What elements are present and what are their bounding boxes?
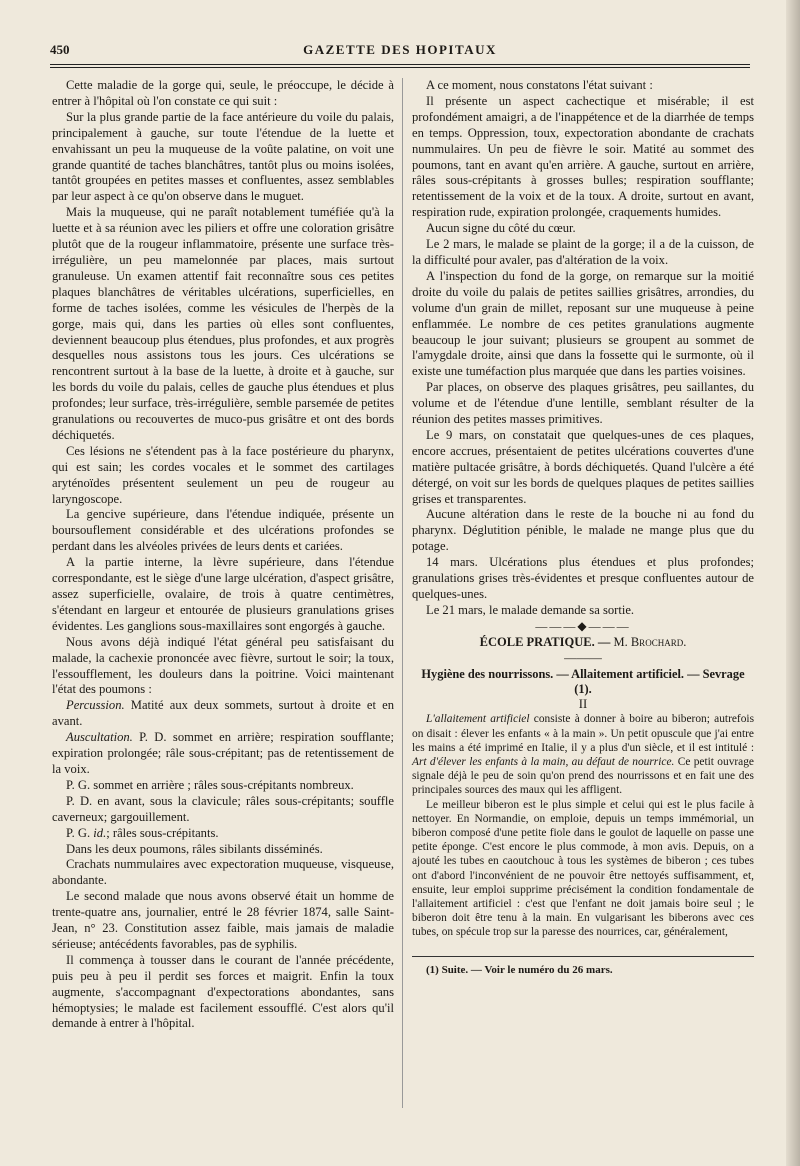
paragraph: A la partie interne, la lèvre supérieure, dans l'étendue correspondante, est le siège d'une large ulcération, d'aspect grisâtre, assez superficielle, ovalaire, de trois à quatre centimètres, s'étendant en largeur et entourée de plusieurs granulations grises évidentes. Les ganglions sous-maxillaires sont engorgés à gauche. [52,555,394,633]
paragraph: 14 mars. Ulcérations plus étendues et plus profondes; granulations grises très-évidentes et presque confluentes autour de quelques-unes. [412,555,754,601]
paragraph: Mais la muqueuse, qui ne paraît notablement tuméfiée qu'à la luette et à sa réunion avec les piliers et offre une coloration grisâtre plutôt que de la rougeur inflammatoire, présente une surface très-irrégulière, un peu mamelonnée par places, mais surtout granuleuse. Un examen attentif fait reconnaître sous ces petites plaques blanchâtres de véritables ulcérations, superficielles, en forme de taches isolées, comme les vésicules de l'herpès de la gorge, mais qui, dans les parties où elles sont confluentes, deviennent beaucoup plus étendues, plus profondes, et aux progrès desquelles nous assistons tous les jours. Ces ulcérations se rencontrent surtout à la base de la luette, à droite et à gauche, sur les bords du voile du palais, celles de gauche plus étendues et plus profondes; leur surface, très-irrégulière, semble parsemée de petites granulations ou recouvertes de muco-pus grisâtre et ont des bords déchiquetés. [52,205,394,442]
paragraph: A ce moment, nous constatons l'état suivant : [426,78,653,92]
paragraph: Par places, on observe des plaques grisâtres, peu saillantes, du volume et de l'étendue d'une lentille, semblant résulter de la réunion des petites masses primitives. [412,380,754,427]
right-column [412,78,754,977]
article-text: consiste à donner à boire au biberon; autrefois on disait : élever les enfants « à la main ». Un petit opuscule que j'ai entre les mains a été imprimé en Italie, il y a plus d'un siècle, et il est intitulé : [412,713,755,754]
lead-italic: L'allaitement artificiel [426,713,530,726]
article-separator: ———◆——— [535,618,631,633]
paragraph: Dans les deux poumons, râles sibilants disséminés. [66,841,323,856]
section-dash: — [594,634,614,649]
paragraph: Aucune altération dans le reste de la bouche ni au fond du pharynx. Déglutition pénible, le malade ne mange plus que du potage. [412,507,754,554]
footnote: (1) Suite. — Voir le numéro du 26 mars. [426,963,613,976]
pg-suffix: ; râles sous-crépitants. [106,825,219,840]
page-header [50,40,750,60]
section-title: ÉCOLE PRATIQUE. [479,634,595,649]
auscultation-paragraph [52,730,394,778]
book-title: Art d'élever les enfants à la main, au défaut de nourrice. [412,756,675,769]
percussion-text: Matité aux deux sommets, surtout à droite et en avant. [52,698,394,729]
paragraph: Ces lésions ne s'étendent pas à la face postérieure du pharynx, qui est sain; les cordes vocales et le sommet des cartilages aryténoïdes présentent seulement un peu de rougeur au laryngoscope. [52,443,394,506]
paragraph: Le 2 mars, le malade se plaint de la gorge; il a de la cuisson, de la difficulté pour avaler, pas d'altération de la voix. [412,237,754,267]
header-rule-top [50,64,750,65]
paragraph: Le 21 mars, le malade demande sa sortie. [426,602,635,617]
paragraph: Le second malade que nous avons observé était un homme de trente-quatre ans, journalier, entré le 28 février 1874, salle Saint-Jean, n° 23. Constitution assez faible, mais jamais de maladie sérieuse; antécédents favorables, pas de syphilis. [52,889,394,951]
left-column [52,78,394,1032]
part-number: II [578,696,588,711]
finding: P. G. sommet en arrière ; râles sous-crépitants nombreux. [66,777,354,792]
column-divider [402,78,403,1108]
auscultation-label: Auscultation. [66,730,133,745]
page-edge [786,0,800,1166]
paragraph: La gencive supérieure, dans l'étendue indiquée, présente un boursouflement considérable et des ulcérations profondes se perdant dans les alvéoles privées de leurs dents et cariées. [52,507,394,554]
section-author: M. Brochard. [613,634,687,649]
finding-pg [52,826,394,842]
footnote-rule [412,956,754,957]
paragraph: Il présente un aspect cachectique et misérable; il est profondément amaigri, a de l'inappétence et de la diarrhée de temps en temps. Oppression, toux, expectoration abondante de crachats nummulaires. Un peu de fièvre le soir. Matité au sommet des poumons, tant en avant qu'en arrière. A gauche, surtout en arrière, râles sous-crépitants à grosses bulles; respiration soufflante; retentissement de la voix et de la toux. A droite, surtout en avant, respiration rude, expiration prolongée, craquements humides. [412,93,754,220]
section-heading [412,635,754,651]
pg-id: id. [93,825,107,840]
header-rule-bottom [50,67,750,68]
paragraph: Aucun signe du côté du cœur. [426,221,576,236]
article-paragraph [412,712,754,797]
auscultation-text: P. D. sommet en arrière; respiration soufflante; expiration prolongée; râle sous-crépitant; pas de retentissement de la voix. [52,730,394,776]
finding: P. D. en avant, sous la clavicule; râles sous-crépitants; souffle caverneux; gargouillement. [52,793,394,824]
paragraph: Il commença à tousser dans le courant de l'année précédente, puis peu à peu il perdit ses forces et maigrit. Enfin la toux augmente, s'accompagnant d'expectorations abondantes, sans hémoptysies; le malade est facilement essoufflé. C'est alors qu'il demande à entrer à l'hôpital. [52,952,394,1031]
short-dash: ——— [564,650,602,665]
percussion-label: Percussion. [66,698,125,713]
journal-title: GAZETTE DES HOPITAUX [303,42,497,57]
article-subtitle: Hygiène des nourrissons. — Allaitement artificiel. — Sevrage (1). [421,666,745,696]
paragraph: Crachats nummulaires avec expectoration muqueuse, visqueuse, abondante. [52,857,394,888]
pg-prefix: P. G. [66,825,94,840]
paragraph: A l'inspection du fond de la gorge, on remarque sur la moitié droite du voile du palais de petites saillies grisâtres, arrondies, du volume d'un grain de millet, reposant sur une muqueuse à peine enflammée. Le nombre de ces petites granulations augmente beaucoup le jour suivant; plusieurs se groupent au sommet de l'amygdale droite, ainsi que dans la fossette qui le surmonte, où il existe une tuméfaction plus marquée que dans les parties voisines. [412,268,754,379]
percussion-paragraph [52,698,394,730]
article-text-end: Ce petit ouvrage signale déjà le peu de soin qu'on prend des nourrissons et en fait une des principales sources des maux qui les affligent. [412,756,754,797]
paragraph: Sur la plus grande partie de la face antérieure du voile du palais, principalement à gauche, sur toute l'étendue de la luette et envahissant un peu la muqueuse de la voûte palatine, on voit une grande quantité de taches blanchâtres, tantôt plus ou moins isolées, tantôt groupées en petites masses et confluentes, assez semblables par leur aspect à ce qu'on observe dans le muguet. [52,109,394,204]
article-paragraph: Le meilleur biberon est le plus simple et celui qui est le plus facile à nettoyer. En Normandie, on emploie, depuis un temps immémorial, un biberon composé d'une petite fiole dans le goulot de laquelle on passe une petite éponge. C'est encore le plus commode, à mon avis. Depuis, on a ajouté les tubes en caoutchouc à tous les systèmes de biberon ; ces tubes ont d'abord l'inconvénient de ne pouvoir être nettoyés suffisamment, et, ensuite, leur emploi supprime précisément la condition fondamentale de l'allaitement artificiel : c'est que l'enfant ne doit jamais boire seul ; le biberon doit être tenu à la main. En vulgarisant les biberons avec ces tubes, on spécule trop sur la paresse des nourrices, car, généralement, [412,798,754,939]
paragraph: Le 9 mars, on constatait que quelques-unes de ces plaques, encore accrues, présentaient de petites ulcérations couvertes d'une matière pultacée grisâtre, à bords déchiquetés. Quand l'ulcère a été détergé, on voit sur les bords de quelques plaques de petites saillies grises et transparentes. [412,427,754,506]
paragraph: Nous avons déjà indiqué l'état général peu satisfaisant du malade, la cachexie prononcée avec fièvre, surtout le soir; la toux, l'essoufflement, les douleurs dans la poitrine. Voici maintenant l'état des poumons : [52,634,394,697]
paragraph: Cette maladie de la gorge qui, seule, le préoccupe, le décide à entrer à l'hôpital où l'on constate ce qui suit : [52,78,394,108]
page-number: 450 [50,42,70,57]
